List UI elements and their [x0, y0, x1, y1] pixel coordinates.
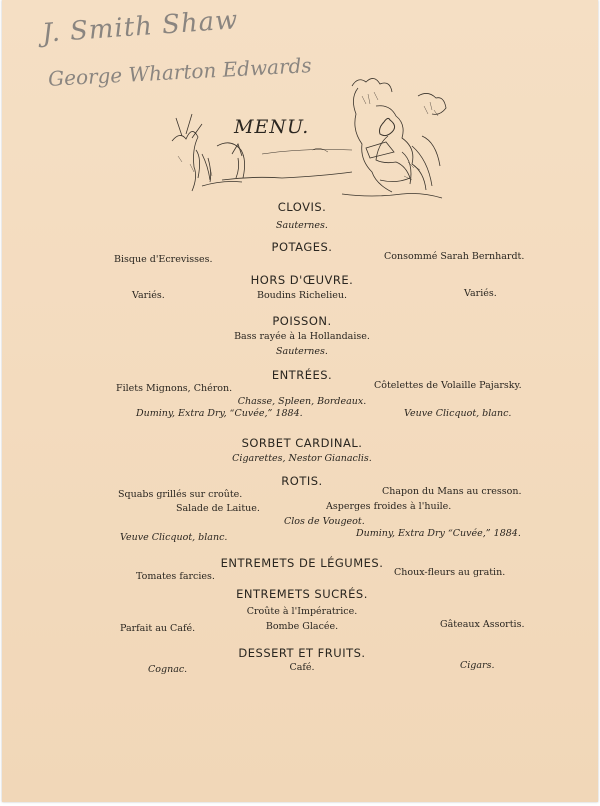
- wine-clovis: Sauternes.: [276, 220, 328, 231]
- dish-sucres-center1: Croûte à l'Impératrice.: [246, 606, 358, 617]
- dish-poisson: Bass rayée à la Hollandaise.: [234, 331, 370, 342]
- dish-rotis-right2: Asperges froides à l'huile.: [326, 501, 452, 512]
- wine-entrees-left: Duminy, Extra Dry, “Cuvée,” 1884.: [136, 408, 303, 419]
- handwritten-signature-2: George Wharton Edwards: [47, 53, 313, 91]
- heading-poisson: POISSON.: [272, 314, 332, 328]
- dish-sucres-left: Parfait au Café.: [120, 623, 196, 634]
- wine-entrees-center: Chasse, Spleen, Bordeaux.: [237, 396, 367, 407]
- dish-rotis-left1: Squabs grillés sur croûte.: [118, 489, 243, 500]
- heading-sorbet: SORBET CARDINAL.: [241, 436, 363, 450]
- heading-clovis: CLOVIS.: [277, 200, 327, 214]
- wine-entrees-right: Veuve Clicquot, blanc.: [404, 408, 512, 419]
- wine-rotis-center: Clos de Vougeot.: [284, 516, 365, 527]
- heading-sucres: ENTREMETS SUCRÉS.: [236, 587, 368, 601]
- heading-dessert: DESSERT ET FRUITS.: [238, 646, 366, 660]
- dish-hors-center: Boudins Richelieu.: [256, 290, 348, 301]
- heading-potages: POTAGES.: [271, 240, 333, 254]
- wine-rotis-right: Duminy, Extra Dry “Cuvée,” 1884.: [356, 528, 521, 539]
- menu-card: [2, 0, 598, 802]
- dish-rotis-right1: Chapon du Mans au cresson.: [382, 486, 522, 497]
- dish-sucres-center2: Bombe Glacée.: [265, 621, 339, 632]
- heading-hors: HORS D'ŒUVRE.: [250, 273, 354, 287]
- dish-legumes-left: Tomates farcies.: [136, 571, 215, 582]
- dessert-center: Café.: [289, 662, 315, 673]
- dish-hors-right: Variés.: [464, 288, 497, 299]
- handwritten-signature: J. Smith Shaw: [41, 5, 240, 49]
- heading-legumes: ENTREMETS DE LÉGUMES.: [220, 556, 384, 570]
- dish-legumes-right: Choux-fleurs au gratin.: [394, 567, 506, 578]
- dish-entrees-left: Filets Mignons, Chéron.: [116, 383, 233, 394]
- note-sorbet: Cigarettes, Nestor Gianaclis.: [232, 453, 372, 464]
- dish-hors-left: Variés.: [132, 290, 165, 301]
- menu-title: MENU.: [234, 116, 310, 138]
- dish-sucres-right: Gâteaux Assortis.: [440, 619, 525, 630]
- dessert-right: Cigars.: [460, 660, 495, 671]
- dish-potages-right: Consommé Sarah Bernhardt.: [384, 251, 525, 262]
- heading-entrees: ENTRÉES.: [271, 368, 333, 382]
- wine-rotis-left: Veuve Clicquot, blanc.: [120, 532, 228, 543]
- dessert-left: Cognac.: [148, 664, 188, 675]
- wine-poisson: Sauternes.: [276, 346, 328, 357]
- dish-entrees-right: Côtelettes de Volaille Pajarsky.: [374, 380, 522, 391]
- heading-rotis: ROTIS.: [281, 474, 323, 488]
- dish-rotis-left2: Salade de Laitue.: [176, 503, 260, 514]
- dish-potages-left: Bisque d'Ecrevisses.: [114, 254, 213, 265]
